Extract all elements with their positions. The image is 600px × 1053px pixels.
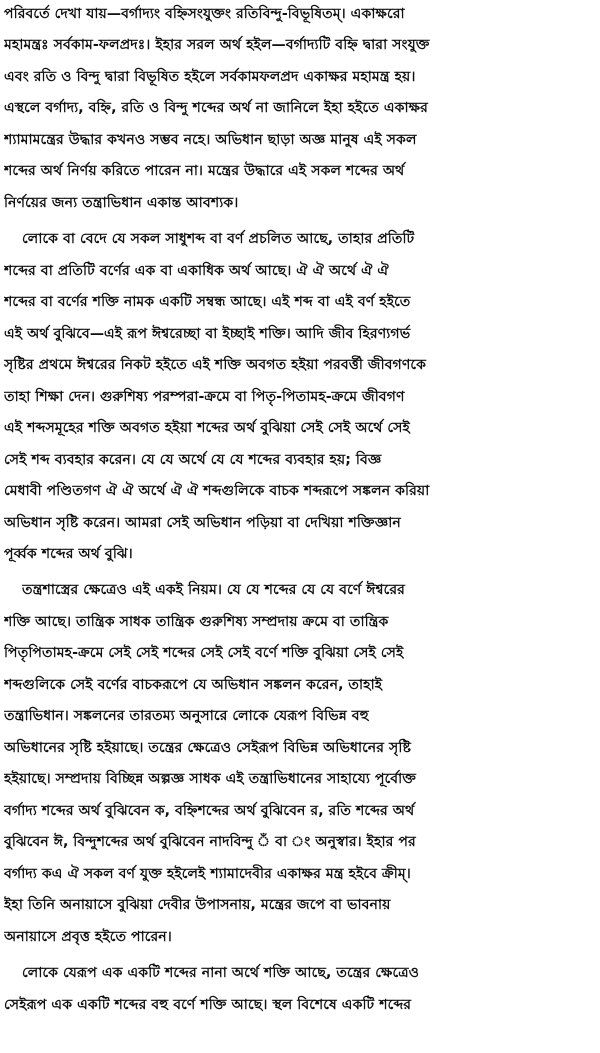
text-line: নির্ণয়ের জন্য তন্ত্রাভিধান একান্ত আবশ্যক। <box>4 195 239 211</box>
text-line: শব্দগুলিকে সেই বর্ণের বাচকরূপে যে অভিধান সঙ্কলন করেন, তাহাই <box>4 677 383 693</box>
text-line: মহামন্ত্রঃ সর্বকাম-ফলপ্রদঃ। ইহার সরল অর্থ হইল—বর্গাদ্যটি বহ্নি দ্বারা সংযুক্ত <box>4 37 430 53</box>
text-line: তাহা শিক্ষা দেন। গুরুশিষ্য পরম্পরা-ক্রমে বা পিতৃ-পিতামহ-ক্রমে জীবগণ <box>4 389 405 405</box>
text-line: সৃষ্টির প্রথমে ঈশ্বরের নিকট হইতে এই শক্তি অবগত হইয়া পরবর্ত্তী জীবগণকে <box>4 357 427 373</box>
text-line: পিতৃপিতামহ-ক্রমে সেই সেই শব্দের সেই সেই বর্ণে শক্তি বুঝিয়া সেই সেই <box>4 645 404 661</box>
text-line: পরিবর্তে দেখা যায়—বর্গাদ্যং বহ্নিসংযুক্তং রতিবিন্দু-বিভূষিতম্‌। একাক্ষরো <box>4 6 405 22</box>
text-line: বর্গাদ্য শব্দের অর্থ বুঝিবেন ক, বহ্নিশব্দের অর্থ বুঝিবেন র, রতি শব্দের অর্থ <box>4 803 415 819</box>
text-line: অভিধান সৃষ্টি করেন। আমরা সেই অভিধান পড়িয়া বা দেখিয়া শক্তিজ্ঞান <box>4 515 401 531</box>
text-line: সেই শব্দ ব্যবহার করেন। যে যে অর্থে যে যে শব্দের ব্যবহার হয়; বিজ্ঞ <box>4 452 382 468</box>
paragraph-first-line: তন্ত্রশাস্ত্রের ক্ষেত্রেও এই একই নিয়ম। যে যে শব্দের যে যে বর্ণে ঈশ্বরের <box>22 582 405 598</box>
text-line: বুঝিবেন ঈ, বিন্দুশব্দের অর্থ বুঝিবেন নাদবিন্দু ঁ বা ং অনুস্বার। ইহার পর <box>4 834 416 850</box>
text-line: শ্যামামন্ত্রের উদ্ধার কখনও সম্ভব নহে। অভিধান ছাড়া অজ্ঞ মানুষ এই সকল <box>4 132 417 148</box>
text-line: অনায়াসে প্রবৃত্ত হইতে পারেন। <box>4 929 172 945</box>
text-line: শব্দের বা বর্ণের শক্তি নামক একটি সম্বন্ধ আছে। এই শব্দ বা এই বর্ণ হইতে <box>4 294 411 310</box>
paragraph-first-line: লোকে বা বেদে যে সকল সাধুশব্দ বা বর্ণ প্রচলিত আছে, তাহার প্রতিটি <box>22 231 415 247</box>
text-line: ইহা তিনি অনায়াসে বুঝিয়া দেবীর উপাসনায়, মন্ত্রের জপে বা ভাবনায় <box>4 897 391 913</box>
text-line: সেইরূপ এক একটি শব্দের বহু বর্ণে শক্তি আছে। স্থল বিশেষে একটি শব্দের <box>4 997 412 1013</box>
text-line: শব্দের অর্থ নির্ণয় করিতে পারেন না। মন্ত্রের উদ্ধারে এই সকল শব্দের অর্থ <box>4 163 405 179</box>
text-line: এবং রতি ও বিন্দু দ্বারা বিভূষিত হইলে সর্বকামফলপ্রদ একাক্ষর মহামন্ত্র হয়। <box>4 69 416 85</box>
paragraph-first-line: লোকে যেরূপ এক একটি শব্দের নানা অর্থে শক্তি আছে, তন্ত্রের ক্ষেত্রেও <box>22 965 420 981</box>
text-line: এস্থলে বর্গাদ্য, বহ্নি, রতি ও বিন্দু শব্দের অর্থ না জানিলে ইহা হইতে একাক্ষর <box>4 100 428 116</box>
text-line: বর্গাদ্য কএ ঐ সকল বর্ণ যুক্ত হইলেই শ্যামাদেবীর একাক্ষর মন্ত্র হইবে ক্রীম্‌। <box>4 866 411 882</box>
text-line: শব্দের বা প্রতিটি বর্ণের এক বা একাধিক অর্থ আছে। ঐ ঐ অর্থে ঐ ঐ <box>4 263 389 279</box>
text-line: এই অর্থ বুঝিবে—এই রূপ ঈশ্বরেচ্ছা বা ইচ্ছাই শক্তি। আদি জীব হিরণ্যগর্ভ <box>4 326 411 342</box>
text-line: তন্ত্রাভিধান। সঙ্কলনের তারতম্য অনুসারে লোকে যেরূপ বিভিন্ন বহু <box>4 708 369 724</box>
text-line: এই শব্দসমূহের শক্তি অবগত হইয়া শব্দের অর্থ বুঝিয়া সেই সেই অর্থে সেই <box>4 420 410 436</box>
text-line: পূর্ব্বক শব্দের অর্থ বুঝি। <box>4 546 133 562</box>
text-line: শক্তি আছে। তান্ত্রিক সাধক তান্ত্রিক গুরুশিষ্য সম্প্রদায় ক্রমে বা তান্ত্রিক <box>4 614 389 630</box>
text-line: হইয়াছে। সম্প্রদায় বিচ্ছিন্ন অল্পজ্ঞ সাধক এই তন্ত্রাভিধানের সাহায্যে পূর্বোক্ত <box>4 771 417 787</box>
text-line: অভিধানের সৃষ্টি হইয়াছে। তন্ত্রের ক্ষেত্রেও সেইরূপ বিভিন্ন অভিধানের সৃষ্টি <box>4 740 411 756</box>
text-line: মেধাবী পণ্ডিতগণ ঐ ঐ অর্থে ঐ ঐ শব্দগুলিকে বাচক শব্দরূপে সঙ্কলন করিয়া <box>4 483 430 499</box>
